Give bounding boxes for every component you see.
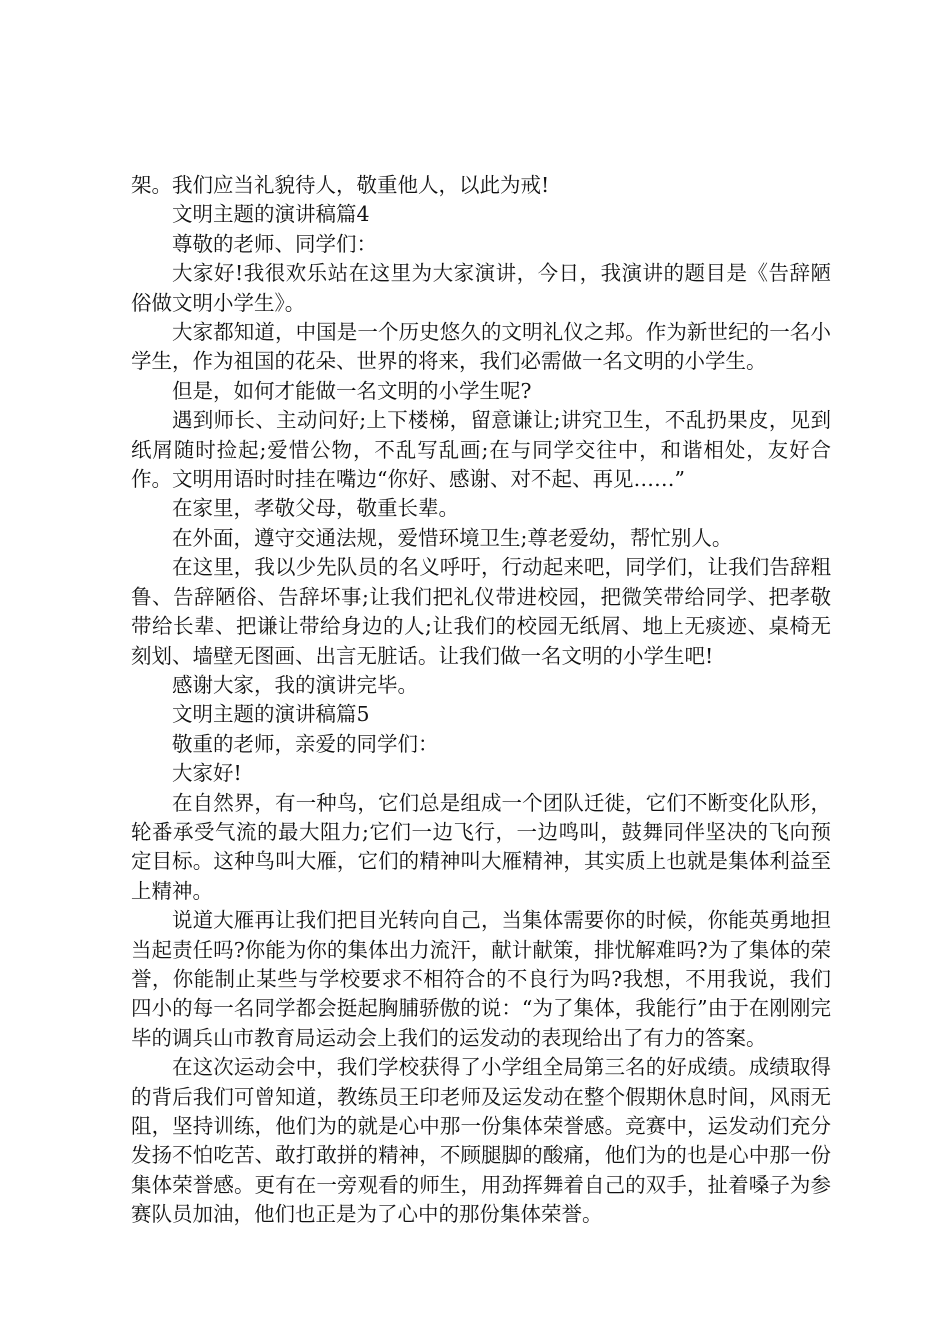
paragraph: 感谢大家，我的演讲完毕。 bbox=[172, 672, 418, 697]
paragraph: 大家都知道，中国是一个历史悠久的文明礼仪之邦。作为新世纪的一名小学生，作为祖国的花朵、世界的将来，我们必需做一名文明的小学生。 bbox=[131, 320, 831, 374]
paragraph: 在外面，遵守交通法规，爱惜环境卫生;尊老爱幼，帮忙别人。 bbox=[172, 525, 733, 550]
paragraph: 在这次运动会中，我们学校获得了小学组全局第三名的好成绩。成绩取得的背后我们可曾知道，教练员王印老师及运发动在整个假期休息时间，风雨无阻，坚持训练，他们为的就是心中那一份集体荣誉感。竞赛中，运发动们充分发扬不怕吃苦、敢打敢拼的精神，不顾腿脚的酸痛，他们为的也是心中那一份集体荣誉感。更有在一旁观看的师生，用劲挥舞着自己的双手，扯着嗓子为参赛队员加油，他们也正是为了心中的那份集体荣誉。 bbox=[131, 1055, 831, 1227]
greeting: 大家好! bbox=[172, 761, 242, 786]
paragraph: 在自然界，有一种鸟，它们总是组成一个团队迁徙，它们不断变化队形，轮番承受气流的最大阻力;它们一边飞行，一边鸣叫，鼓舞同伴坚决的飞向预定目标。这种鸟叫大雁，它们的精神叫大雁精神，其实质上也就是集体利益至上精神。 bbox=[131, 790, 831, 903]
salutation: 敬重的老师，亲爱的同学们： bbox=[172, 731, 439, 756]
paragraph: 遇到师长、主动问好;上下楼梯，留意谦让;讲究卫生，不乱扔果皮，见到纸屑随时捡起;爱惜公物，不乱写乱画;在与同学交往中，和谐相处，友好合作。文明用语时时挂在嘴边“你好、感谢、对不起、再见……” bbox=[131, 408, 831, 492]
section-heading: 文明主题的演讲稿篇5 bbox=[172, 702, 370, 727]
paragraph: 说道大雁再让我们把目光转向自己，当集体需要你的时候，你能英勇地担当起责任吗?你能为你的集体出力流汗，献计献策，排忧解难吗?为了集体的荣誉，你能制止某些与学校要求不相符合的不良行为吗?我想，不用我说，我们四小的每一名同学都会挺起胸脯骄傲的说：“为了集体，我能行”由于在刚刚完毕的调兵山市教育局运动会上我们的运发动的表现给出了有力的答案。 bbox=[131, 908, 831, 1050]
paragraph: 大家好!我很欢乐站在这里为大家演讲，今日，我演讲的题目是《告辞陋俗做文明小学生》。 bbox=[131, 261, 831, 315]
document-body bbox=[131, 171, 831, 1230]
salutation: 尊敬的老师、同学们： bbox=[172, 231, 377, 256]
paragraph: 但是，如何才能做一名文明的小学生呢? bbox=[172, 378, 532, 403]
paragraph: 架。我们应当礼貌待人，敬重他人，以此为戒! bbox=[131, 173, 550, 197]
section-heading: 文明主题的演讲稿篇4 bbox=[172, 202, 370, 227]
paragraph: 在家里，孝敬父母，敬重长辈。 bbox=[172, 496, 459, 521]
paragraph: 在这里，我以少先队员的名义呼吁，行动起来吧，同学们，让我们告辞粗鲁、告辞陋俗、告辞坏事;让我们把礼仪带进校园，把微笑带给同学、把孝敬带给长辈、把谦让带给身边的人;让我们的校园无纸屑、地上无痰迹、桌椅无刻划、墙壁无图画、出言无脏话。让我们做一名文明的小学生吧! bbox=[131, 555, 831, 668]
